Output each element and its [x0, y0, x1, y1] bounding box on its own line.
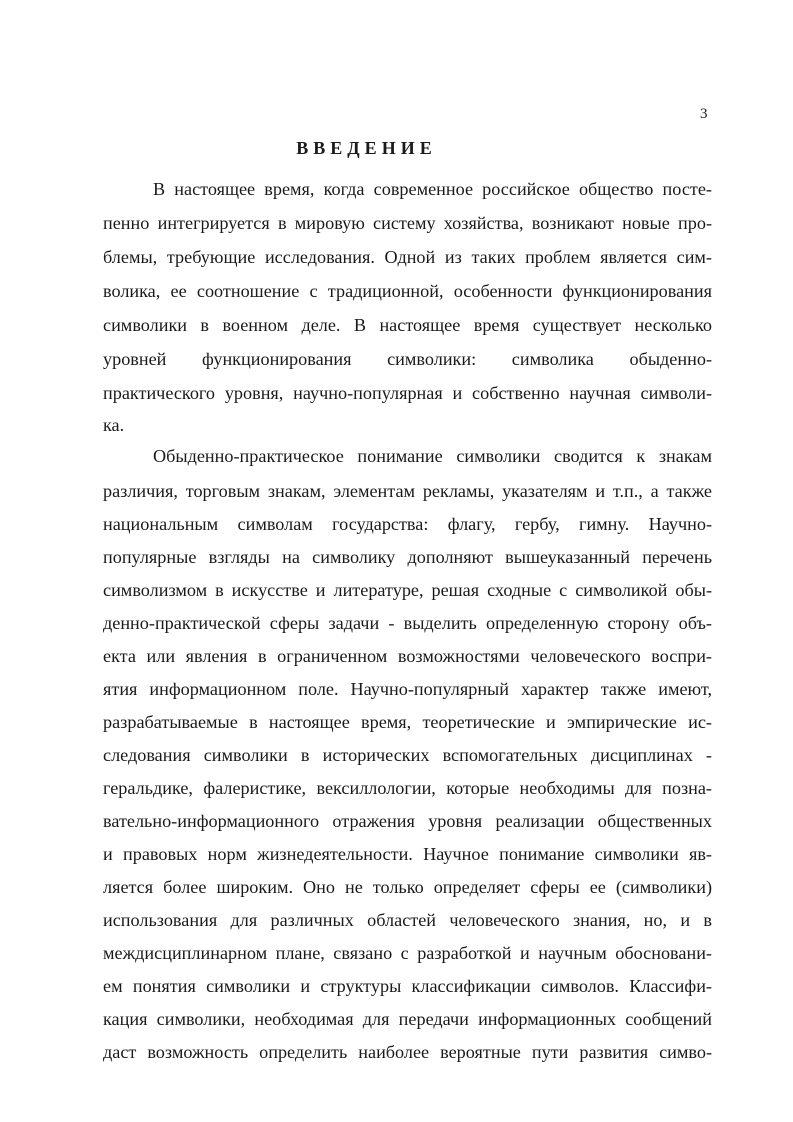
- text-line: разрабатываемые в настоящее время, теоретические и эмпирические ис-: [103, 712, 712, 732]
- text-line: популярные взгляды на символику дополняют вышеуказанный перечень: [103, 547, 712, 567]
- text-line: кация символики, необходимая для передачи информационных сообщений: [103, 1009, 712, 1029]
- text-line: ляется более широким. Оно не только определяет сферы ее (символики): [103, 877, 712, 897]
- text-line: и правовых норм жизнедеятельности. Научное понимание символики яв-: [103, 844, 712, 864]
- text-line: екта или явления в ограниченном возможностями человеческого воспри-: [103, 646, 712, 666]
- text-line: междисциплинарном плане, связано с разработкой и научным обосновани-: [103, 943, 712, 963]
- text-line: волика, ее соотношение с традиционной, особенности функционирования: [103, 281, 712, 301]
- text-line: уровней функционирования символики: символика обыденно-: [103, 349, 712, 369]
- text-line: В настоящее время, когда современное российское общество посте-: [153, 179, 712, 199]
- text-line: денно-практической сферы задачи - выделить определенную сторону объ-: [103, 613, 712, 633]
- text-line: следования символики в исторических вспомогательных дисциплинах -: [103, 745, 712, 765]
- text-line: различия, торговым знакам, элементам рекламы, указателям и т.п., а также: [103, 481, 712, 501]
- section-title: ВВЕДЕНИЕ: [296, 138, 437, 158]
- text-line: вательно-информационного отражения уровня реализации общественных: [103, 811, 712, 831]
- text-line: геральдике, фалеристике, вексиллологии, которые необходимы для позна-: [103, 778, 712, 798]
- text-line: ем понятия символики и структуры классификации символов. Классифи-: [103, 976, 712, 996]
- text-line: практического уровня, научно-популярная и собственно научная символи-: [103, 383, 712, 403]
- text-line: пенно интегрируется в мировую систему хозяйства, возникают новые про-: [103, 213, 712, 233]
- text-line: символизмом в искусстве и литературе, решая сходные с символикой обы-: [103, 580, 712, 600]
- text-line: блемы, требующие исследования. Одной из таких проблем является сим-: [103, 247, 712, 267]
- page-number: 3: [700, 106, 708, 122]
- text-line: Обыденно-практическое понимание символики сводится к знакам: [153, 446, 712, 466]
- text-line: ка.: [103, 415, 125, 435]
- text-line: ятия информационном поле. Научно-популярный характер также имеют,: [103, 679, 712, 699]
- text-line: даст возможность определить наиболее вероятные пути развития симво-: [103, 1042, 712, 1062]
- text-line: символики в военном деле. В настоящее время существует несколько: [103, 315, 712, 335]
- text-line: национальным символам государства: флагу, гербу, гимну. Научно-: [103, 514, 712, 534]
- text-line: использования для различных областей человеческого знания, но, и в: [103, 910, 712, 930]
